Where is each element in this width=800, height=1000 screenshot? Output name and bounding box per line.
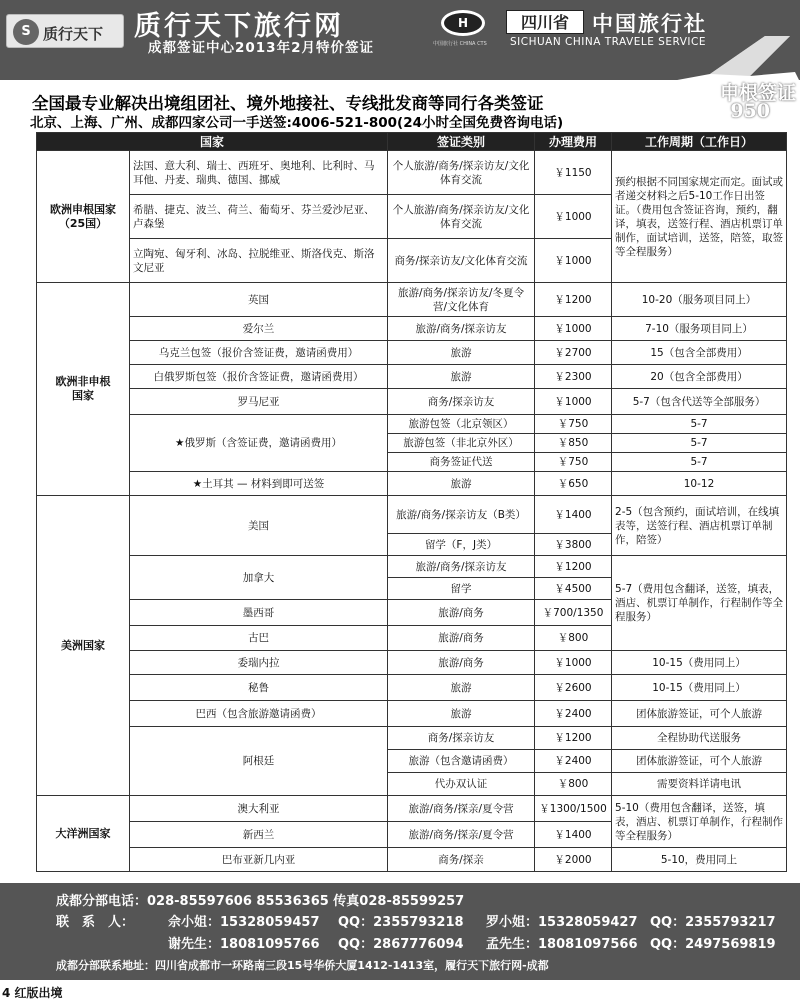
country-cell: 立陶宛、匈牙利、冰岛、拉脱维亚、斯洛伐克、斯洛文尼亚: [130, 239, 388, 283]
country-cell: 巴西（包含旅游邀请函费）: [130, 701, 388, 727]
country-cell: 法国、意大利、瑞士、西班牙、奥地利、比利时、马耳他、丹麦、瑞典、德国、挪威: [130, 151, 388, 195]
visa-type-cell: 代办双认证: [388, 773, 535, 796]
fee-cell: ￥2600: [535, 675, 612, 701]
country-cell: 罗马尼亚: [130, 389, 388, 415]
service-slogan: 全国最专业解决出境组团社、境外地接社、专线批发商等同行各类签证: [32, 94, 544, 113]
fee-cell: ￥1400: [535, 822, 612, 848]
fee-cell: ￥2400: [535, 701, 612, 727]
contact-qq: QQ：2355793218: [338, 915, 464, 930]
period-cell: 需要资料详请电讯: [612, 773, 787, 796]
contact-footer: [0, 883, 800, 980]
table-row: [37, 796, 787, 822]
period-cell: 15（包含全部费用）: [612, 341, 787, 365]
period-cell: 10-15（费用同上）: [612, 675, 787, 701]
period-cell: 10-12: [612, 472, 787, 496]
banner: [0, 80, 800, 130]
country-cell: ★土耳其 — 材料到即可送签: [130, 472, 388, 496]
visa-type-cell: 旅游: [388, 341, 535, 365]
fee-cell: ￥1200: [535, 556, 612, 578]
visa-type-cell: 商务/探亲访友/文化体育交流: [388, 239, 535, 283]
fee-cell: ￥800: [535, 626, 612, 651]
fee-cell: ￥700/1350: [535, 600, 612, 626]
fee-cell: ￥1400: [535, 496, 612, 534]
table-row: [37, 556, 787, 578]
period-cell: 10-15（费用同上）: [612, 651, 787, 675]
fee-cell: ￥1200: [535, 727, 612, 750]
fee-cell: ￥1000: [535, 389, 612, 415]
visa-type-cell: 旅游: [388, 472, 535, 496]
contact-label: 联 系 人：: [56, 915, 135, 930]
table-row: [37, 701, 787, 727]
country-cell: ★俄罗斯（含签证费，邀请函费用）: [130, 415, 388, 472]
visa-price-table: [36, 132, 787, 872]
visa-type-cell: 旅游/商务/探亲访友/冬夏令营/文化体育: [388, 283, 535, 317]
fee-cell: ￥750: [535, 453, 612, 472]
visa-type-cell: 旅游: [388, 365, 535, 389]
agency-name-block: [506, 10, 746, 34]
visa-type-cell: 旅游/商务/探亲访友: [388, 556, 535, 578]
table-row: [37, 848, 787, 872]
visa-type-cell: 旅游/商务/探亲/夏令营: [388, 822, 535, 848]
fee-cell: ￥750: [535, 415, 612, 434]
period-cell: 5-7: [612, 415, 787, 434]
region-americas: 美洲国家: [37, 496, 130, 796]
promo-price: 950: [730, 100, 770, 122]
contact-name: 孟先生：18081097566: [486, 937, 638, 952]
contact-name: 罗小姐：15328059427: [486, 915, 638, 930]
visa-type-cell: 旅游/商务: [388, 626, 535, 651]
promo-label: 申根签证: [719, 82, 796, 104]
country-cell: 澳大利亚: [130, 796, 388, 822]
country-cell: 美国: [130, 496, 388, 556]
contact-name: 谢先生：18081095766: [168, 937, 320, 952]
visa-type-cell: 个人旅游/商务/探亲访友/文化体育交流: [388, 151, 535, 195]
period-cell: 5-10（费用包含翻译，送签，填表，酒店、机票订单制作，行程制作等全程服务）: [612, 796, 787, 848]
table-header-row: [37, 133, 787, 151]
region-oceania: 大洋洲国家: [37, 796, 130, 872]
country-cell: 墨西哥: [130, 600, 388, 626]
visa-type-cell: 商务/探亲: [388, 848, 535, 872]
period-cell: 10-20（服务项目同上）: [612, 283, 787, 317]
table-row: [37, 365, 787, 389]
period-cell: 全程协助代送服务: [612, 727, 787, 750]
period-cell: 2-5（包含预约，面试培训，在线填表等，送签行程、酒店机票订单制作，陪签）: [612, 496, 787, 556]
office-address: 成都分部联系地址：四川省成都市一环路南三段15号华侨大厦1412-1413室，履行天下旅行网-成都: [56, 959, 549, 972]
fee-cell: ￥3800: [535, 534, 612, 556]
visa-type-cell: 旅游/商务: [388, 600, 535, 626]
cts-logo: [433, 10, 499, 47]
table-row: [37, 341, 787, 365]
contact-qq: QQ：2867776094: [338, 937, 464, 952]
fee-cell: ￥2400: [535, 750, 612, 773]
page-title: 质行天下旅行网: [134, 11, 344, 42]
visa-type-cell: 留学（F，J类）: [388, 534, 535, 556]
fee-cell: ￥1200: [535, 283, 612, 317]
table-row: [37, 727, 787, 750]
fee-cell: ￥650: [535, 472, 612, 496]
contact-qq: QQ：2355793217: [650, 915, 776, 930]
fee-cell: ￥4500: [535, 578, 612, 600]
table-row: [37, 283, 787, 317]
country-cell: 新西兰: [130, 822, 388, 848]
logo-text: 质行天下: [43, 25, 104, 43]
visa-type-cell: 旅游/商务/探亲访友: [388, 317, 535, 341]
fee-cell: ￥1150: [535, 151, 612, 195]
schengen-promo: [688, 78, 796, 124]
period-cell: 7-10（服务项目同上）: [612, 317, 787, 341]
fee-cell: ￥1000: [535, 239, 612, 283]
country-cell: 爱尔兰: [130, 317, 388, 341]
page-number-label: 4 红版出境: [2, 986, 63, 1000]
country-cell: 白俄罗斯包签（报价含签证费，邀请函费用）: [130, 365, 388, 389]
country-cell: 阿根廷: [130, 727, 388, 796]
visa-type-cell: 商务签证代送: [388, 453, 535, 472]
visa-type-cell: 旅游/商务: [388, 651, 535, 675]
visa-type-cell: 旅游: [388, 701, 535, 727]
visa-type-cell: 留学: [388, 578, 535, 600]
table-row: [37, 151, 787, 195]
fee-cell: ￥2700: [535, 341, 612, 365]
period-cell: 5-7（包含代送等全部服务）: [612, 389, 787, 415]
table-row: [37, 472, 787, 496]
fee-cell: ￥850: [535, 434, 612, 453]
contact-name: 佘小姐：15328059457: [168, 915, 320, 930]
region-non-schengen: 欧洲非申根 国家: [37, 283, 130, 496]
fee-cell: ￥1000: [535, 651, 612, 675]
period-cell: 5-10，费用同上: [612, 848, 787, 872]
zhixing-logo: [6, 14, 124, 48]
period-cell: 5-7: [612, 453, 787, 472]
table-row: [37, 415, 787, 434]
fee-cell: ￥1000: [535, 317, 612, 341]
country-cell: 加拿大: [130, 556, 388, 600]
visa-type-cell: 个人旅游/商务/探亲访友/文化体育交流: [388, 195, 535, 239]
fee-cell: ￥800: [535, 773, 612, 796]
page-footer: [0, 982, 800, 1000]
logo-mark-icon: S: [13, 19, 39, 45]
fee-cell: ￥1000: [535, 195, 612, 239]
period-cell: 5-7: [612, 434, 787, 453]
fee-cell: ￥2000: [535, 848, 612, 872]
hotline-text: 北京、上海、广州、成都四家公司一手送签:4006-521-800(24小时全国免费咨询电话): [30, 115, 564, 131]
fee-cell: ￥1300/1500: [535, 796, 612, 822]
table-row: [37, 317, 787, 341]
visa-type-cell: 旅游/商务/探亲访友（B类）: [388, 496, 535, 534]
header-visa-type: 签证类别: [388, 133, 535, 151]
visa-type-cell: 旅游包签（北京领区）: [388, 415, 535, 434]
cts-emblem-icon: H: [441, 10, 485, 36]
visa-type-cell: 商务/探亲访友: [388, 727, 535, 750]
region-schengen: 欧洲申根国家 （25国）: [37, 151, 130, 283]
table-row: [37, 651, 787, 675]
period-cell: 预约根据不同国家规定而定。面试或者递交材料之后5-10工作日出签证。（费用包含签证咨询，预约，翻译，填表，送签行程、酒店机票订单制作，面试培训，送签，陪签，取签等全程服务）: [612, 151, 787, 283]
agency-brand: 中国旅行社: [592, 11, 707, 36]
table-row: [37, 389, 787, 415]
visa-type-cell: 商务/探亲访友: [388, 389, 535, 415]
visa-type-cell: 旅游（包含邀请函费）: [388, 750, 535, 773]
period-cell: 20（包含全部费用）: [612, 365, 787, 389]
visa-type-cell: 旅游/商务/探亲/夏令营: [388, 796, 535, 822]
promo-unit: 元: [775, 108, 786, 121]
country-cell: 委瑞内拉: [130, 651, 388, 675]
period-cell: 团体旅游签证，可个人旅游: [612, 701, 787, 727]
fee-cell: ￥2300: [535, 365, 612, 389]
agency-english-name: SICHUAN CHINA TRAVELE SERVICE: [510, 36, 706, 48]
header-fee: 办理费用: [535, 133, 612, 151]
cts-logo-caption: 中国旅行社 CHINA CTS: [433, 41, 487, 47]
visa-type-cell: 旅游包签（非北京外区）: [388, 434, 535, 453]
phone-line: 成都分部电话：028-85597606 85536365 传真028-85599257: [56, 894, 465, 909]
period-cell: 团体旅游签证，可个人旅游: [612, 750, 787, 773]
contact-qq: QQ：2497569819: [650, 937, 776, 952]
country-cell: 秘鲁: [130, 675, 388, 701]
province-label: 四川省: [506, 10, 584, 34]
table-row: [37, 675, 787, 701]
visa-type-cell: 旅游: [388, 675, 535, 701]
table-row: [37, 496, 787, 534]
period-cell: 5-7（费用包含翻译，送签，填表，酒店、机票订单制作，行程制作等全程服务）: [612, 556, 787, 651]
header-period: 工作周期（工作日）: [612, 133, 787, 151]
country-cell: 巴布亚新几内亚: [130, 848, 388, 872]
country-cell: 乌克兰包签（报价含签证费，邀请函费用）: [130, 341, 388, 365]
country-cell: 希腊、捷克、波兰、荷兰、葡萄牙、芬兰爱沙尼亚、卢森堡: [130, 195, 388, 239]
country-cell: 英国: [130, 283, 388, 317]
page-subtitle: 成都签证中心2013年2月特价签证: [148, 40, 374, 56]
country-cell: 古巴: [130, 626, 388, 651]
header-country: 国家: [37, 133, 388, 151]
